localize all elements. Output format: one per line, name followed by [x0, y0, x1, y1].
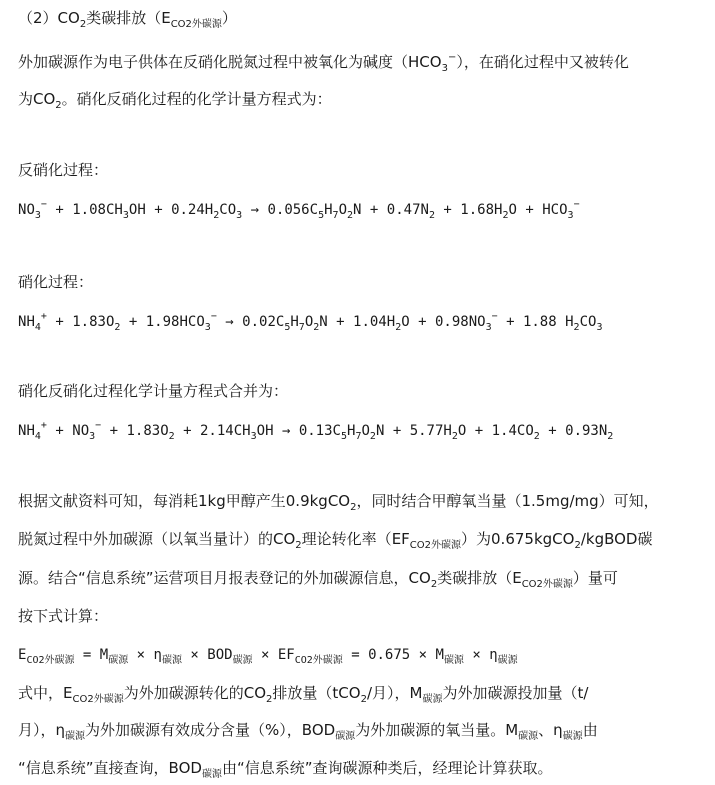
intro-line-1: 外加碳源作为电子供体在反硝化脱氮过程中被氧化为碱度$(HCO_3^-)$，在硝化过程中又被转化 — [18, 52, 629, 74]
intro-line-2: 为$CO_2$。硝化反硝化过程的化学计量方程式为： — [18, 90, 332, 111]
emission-formula: $E_{CO2外碳源} = M_{碳源} \times \eta_{碳源} \times BOD_{碳源} \times EF_{CO2外碳源} = 0.675 \times M_{碳源} \times \eta_{碳源}$ — [18, 647, 518, 666]
combined-equation: $NH_4^+ + NO_3^- + 1.83O_2 + 2.14CH_3OH \to 0.13C_5H_7O_2N + 5.77H_2O + 1.4CO_2 + 0.93N_2$ — [18, 420, 614, 442]
para2-line-1: 根据文献资料可知，每消耗1kg甲醇产生0.9kgCO$_2$，同时结合甲醇氧当量（1.5mg/mg）可知， — [18, 492, 659, 513]
explanation-line-3: “信息系统”直接查询，$BOD_{碳源}$由“信息系统”查询碳源种类后，经理论计算获取。 — [18, 759, 553, 780]
section-heading: $(2)CO_2$类碳排放$(E_{CO2外碳源})$ — [18, 9, 237, 30]
explanation-line-2: 月），$\eta_{碳源}$为外加碳源有效成分含量（%），$BOD_{碳源}$为外加碳源的氧当量。$M_{碳源}$、$\eta_{碳源}$由 — [18, 721, 598, 742]
explanation-line-1: 式中，$E_{CO2外碳源}$为外加碳源转化的$CO_2$排放量（tCO$_2$/月），$M_{碳源}$为外加碳源投加量（t/ — [18, 684, 589, 705]
combined-label: 硝化反硝化过程化学计量方程式合并为： — [18, 382, 289, 400]
para2-line-3: 源。结合“信息系统”运营项目月报表登记的外加碳源信息，$CO_2$类碳排放$(E_{CO2外碳源})$量可 — [18, 569, 618, 590]
denitrification-label: 反硝化过程： — [18, 161, 109, 179]
denitrification-equation: $NO_3^- + 1.08CH_3OH + 0.24H_2CO_3 \to 0.056C_5H_7O_2N + 0.47N_2 + 1.68H_2O + HCO_3^-$ — [18, 199, 580, 221]
nitrification-equation: $NH_4^+ + 1.83O_2 + 1.98HCO_3^- \to 0.02C_5H_7O_2N + 1.04H_2O + 0.98NO_3^- + 1.88$ $H_2CO_3$ — [18, 311, 603, 333]
nitrification-label: 硝化过程： — [18, 273, 94, 291]
para2-line-2: 脱氮过程中外加碳源（以氧当量计）的$CO_2$理论转化率$(EF_{CO2外碳源})$为0.675kgCO$_2$/kgBOD碳 — [18, 530, 653, 551]
para2-line-4: 按下式计算： — [18, 607, 109, 625]
